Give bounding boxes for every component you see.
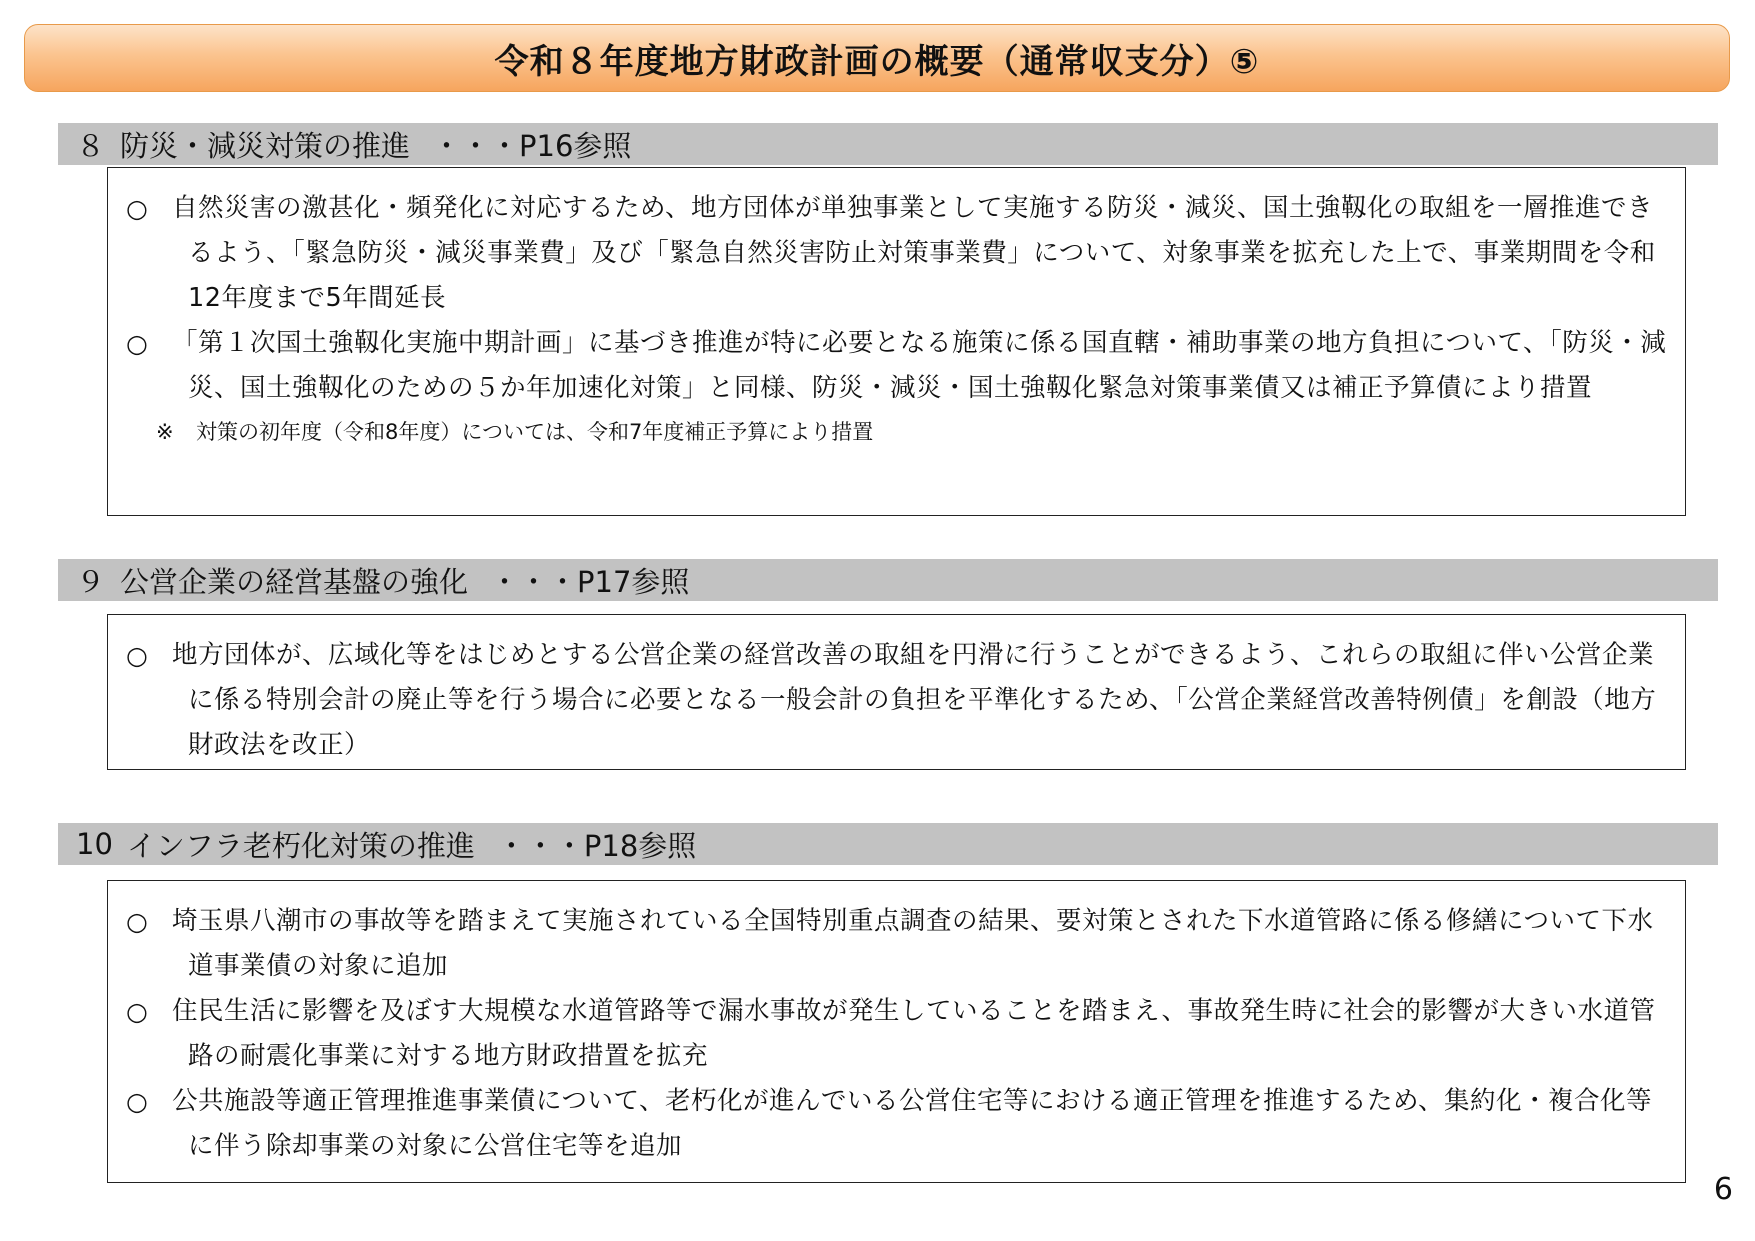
page-number: 6 [1713, 1172, 1733, 1207]
page-title: 令和８年度地方財政計画の概要（通常収支分）⑤ [494, 41, 1260, 82]
list-item [126, 321, 1669, 411]
bullet-circle-icon: ○ [126, 329, 149, 358]
footnote [126, 413, 1669, 451]
section-header-10 [58, 823, 1718, 865]
section-reference: ・・・P17参照 [490, 564, 690, 599]
item-text: 自然災害の激甚化・頻発化に対応するため、地方団体が単独事業として実施する防災・減災、国土強靱化の取組を一層推進できるよう、「緊急防災・減災事業費」及び「緊急自然災害防止対策事業費」について、対象事業を拡充した上で、事業期間を令和12年度まで5年間延長 [172, 193, 1656, 313]
list-item [126, 633, 1669, 768]
item-text: 住民生活に影響を及ぼす大規模な水道管路等で漏水事故が発生していることを踏まえ、事故発生時に社会的影響が大きい水道管路の耐震化事業に対する地方財政措置を拡充 [172, 996, 1656, 1071]
section-reference: ・・・P16参照 [432, 128, 632, 163]
bullet-circle-icon: ○ [126, 907, 149, 936]
list-item [126, 1079, 1669, 1169]
section-number: ８ [76, 128, 106, 163]
item-text: 地方団体が、広域化等をはじめとする公営企業の経営改善の取組を円滑に行うことができるよう、これらの取組に伴い公営企業に係る特別会計の廃止等を行う場合に必要となる一般会計の負担を平準化するため、「公営企業経営改善特例債」を創設（地方財政法を改正） [172, 640, 1657, 760]
section-number: ９ [76, 564, 106, 599]
bullet-circle-icon: ○ [126, 997, 149, 1026]
section-heading: 公営企業の経営基盤の強化 [120, 564, 469, 599]
section-content-9 [107, 614, 1686, 770]
section-header-8 [58, 123, 1718, 165]
section-heading: インフラ老朽化対策の推進 [126, 828, 475, 863]
bullet-circle-icon: ○ [126, 1087, 149, 1116]
bullet-circle-icon: ○ [126, 641, 149, 670]
title-banner [24, 24, 1730, 92]
section-content-10 [107, 880, 1686, 1183]
section-reference: ・・・P18参照 [496, 828, 697, 863]
section-heading: 防災・減災対策の推進 [120, 128, 411, 163]
item-text: 埼玉県八潮市の事故等を踏まえて実施されている全国特別重点調査の結果、要対策とされた下水道管路に係る修繕について下水道事業債の対象に追加 [172, 906, 1654, 981]
note-text: 対策の初年度（令和8年度）については、令和7年度補正予算により措置 [196, 420, 874, 444]
section-number: 10 [76, 827, 113, 861]
list-item [126, 899, 1669, 989]
item-text: 公共施設等適正管理推進事業債について、老朽化が進んでいる公営住宅等における適正管理を推進するため、集約化・複合化等に伴う除却事業の対象に公営住宅等を追加 [172, 1086, 1652, 1161]
bullet-circle-icon: ○ [126, 194, 149, 223]
note-mark: ※ [156, 420, 174, 444]
section-content-8 [107, 167, 1686, 516]
section-header-9 [58, 559, 1718, 601]
list-item [126, 989, 1669, 1079]
item-text: 「第１次国土強靱化実施中期計画」に基づき推進が特に必要となる施策に係る国直轄・補助事業の地方負担について、「防災・減災、国土強靱化のための５か年加速化対策」と同様、防災・減災・国土強靱化緊急対策事業債又は補正予算債により措置 [172, 328, 1667, 403]
list-item [126, 186, 1669, 321]
